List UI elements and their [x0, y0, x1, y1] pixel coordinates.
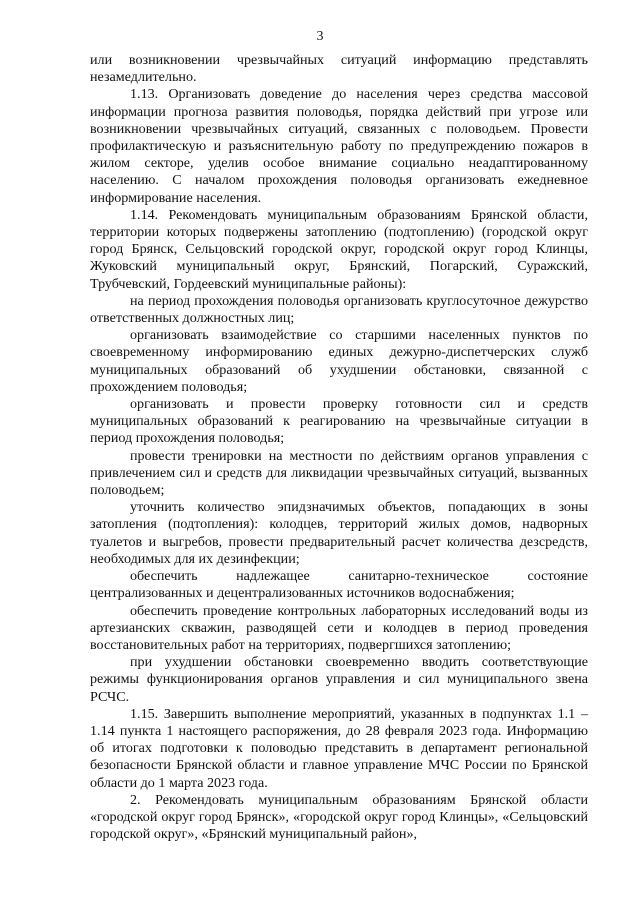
- page-number: 3: [316, 29, 324, 44]
- list-item-interaction: организовать взаимодействие со старшими населенных пунктов по своевременному информированию единых дежурно-диспетчерских служб муниципальных образований об ухудшении обстановки, связанной с прохождением половодья;: [90, 327, 588, 395]
- paragraph-1-15: 1.15. Завершить выполнение мероприятий, указанных в подпунктах 1.1 – 1.14 пункта 1 настоящего распоряжения, до 28 февраля 2023 года. Информацию об итогах подготовки к половодью представить в департамент региональной безопасности Брянской области и главное управление МЧС России по Брянской области до 1 марта 2023 года.: [90, 705, 588, 791]
- paragraph-1-14: 1.14. Рекомендовать муниципальным образованиям Брянской области, территории которых подвержены затоплению (подтоплению) (городской округ город Брянск, Сельцовский городской округ, городской округ город Клинцы, Жуковский муниципальный округ, Брянский, Погарский, Суражский, Трубчевский, Гордеевский муниципальные районы):: [90, 206, 588, 292]
- list-item-lab-tests: обеспечить проведение контрольных лабораторных исследований воды из артезианских скважин, разводящей сети и колодцев в период проведения восстановительных работ на территориях, подвергшихся затоплению;: [90, 602, 588, 653]
- document-body: [90, 52, 588, 843]
- list-item-sanitary: обеспечить надлежащее санитарно-техническое состояние централизованных и децентрализованных источников водоснабжения;: [90, 568, 588, 602]
- paragraph-2: 2. Рекомендовать муниципальным образованиям Брянской области «городской округ город Брянск», «городской округ город Клинцы», «Сельцовский городской округ», «Брянский муниципальный район»,: [90, 791, 588, 843]
- list-item-rschs-modes: при ухудшении обстановки своевременно вводить соответствующие режимы функционирования органов управления и сил муниципального звена РСЧС.: [90, 654, 588, 705]
- list-item-training: провести тренировки на местности по действиям органов управления с привлечением сил и средств для ликвидации чрезвычайных ситуаций, вызванных половодьем;: [90, 447, 588, 499]
- list-item-readiness-check: организовать и провести проверку готовности сил и средств муниципальных образований к реагированию на чрезвычайные ситуации в период прохождения половодья;: [90, 396, 588, 447]
- list-item-duty: на период прохождения половодья организовать круглосуточное дежурство ответственных должностных лиц;: [90, 292, 588, 327]
- paragraph-1-13: 1.13. Организовать доведение до населения через средства массовой информации прогноза развития половодья, порядка действий при угрозе или возникновении чрезвычайных ситуаций, связанных с половодьем. Провести профилактическую и разъяснительную работу по предупреждению пожаров в жилом секторе, уделив особое внимание социально неадаптированному населению. С началом прохождения половодья организовать ежедневное информирование населения.: [90, 86, 588, 206]
- list-item-epid-objects: уточнить количество эпидзначимых объектов, попадающих в зоны затопления (подтопления): колодцев, территорий жилых домов, надворных туалетов и выгребов, провести предварительный расчет количества дезсредств, необходимых для их дезинфекции;: [90, 499, 588, 567]
- paragraph-continuation: или возникновении чрезвычайных ситуаций информацию представлять незамедлительно.: [90, 52, 588, 86]
